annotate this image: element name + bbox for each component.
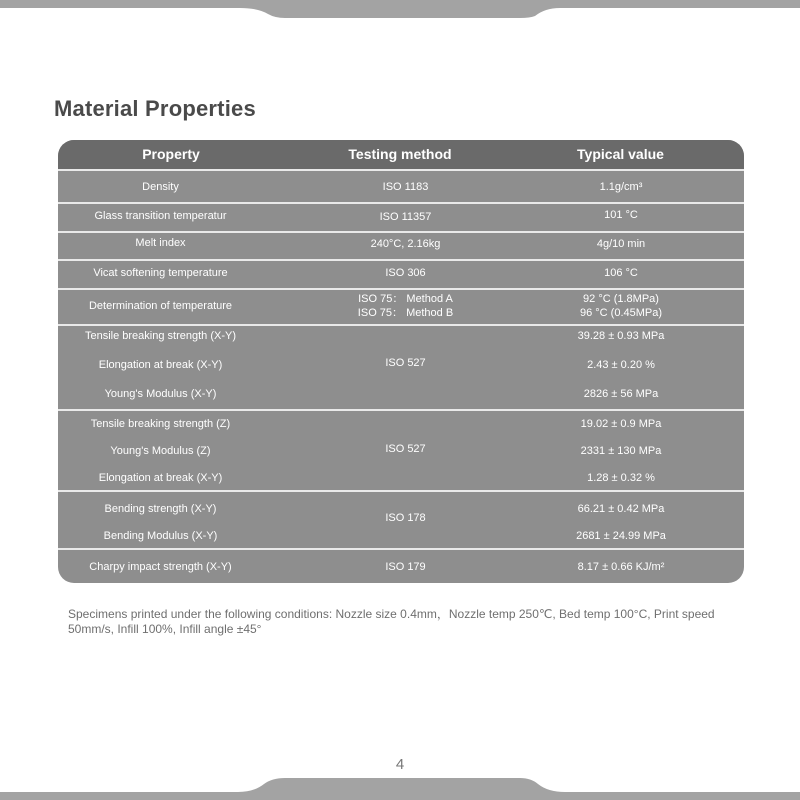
table-cell-method: ISO 179 bbox=[385, 561, 426, 573]
table-cell-method: ISO 1183 bbox=[382, 181, 429, 193]
table-cell-property: Bending strength (X-Y) bbox=[104, 503, 217, 515]
table-cell-value: 1.28 ± 0.32 % bbox=[587, 472, 655, 484]
table-cell-value: 1.1g/cm³ bbox=[599, 181, 643, 193]
top-decorative-band bbox=[0, 0, 800, 18]
table-cell-value: 4g/10 min bbox=[596, 238, 646, 250]
header-typical-value: Typical value bbox=[577, 146, 664, 162]
table-cell-method: ISO 11357 bbox=[379, 211, 432, 223]
row-divider bbox=[58, 490, 744, 492]
row-divider bbox=[58, 231, 744, 233]
table-cell-property: Elongation at break (X-Y) bbox=[98, 359, 223, 371]
table-cell-method: ISO 75： Method B bbox=[357, 307, 454, 319]
table-cell-property: Vicat softening temperature bbox=[93, 267, 228, 279]
material-properties-table bbox=[58, 140, 744, 583]
header-testing-method: Testing method bbox=[348, 146, 452, 162]
row-divider bbox=[58, 409, 744, 411]
table-cell-value: 8.17 ± 0.66 KJ/m² bbox=[577, 561, 665, 573]
table-cell-method: ISO 75： Method A bbox=[358, 293, 453, 305]
table-cell-value: 96 °C (0.45MPa) bbox=[579, 307, 663, 319]
table-cell-property: Young's Modulus (Z) bbox=[110, 445, 211, 457]
table-cell-value: 106 °C bbox=[604, 267, 638, 279]
table-cell-property: Elongation at break (X-Y) bbox=[98, 472, 223, 484]
row-divider bbox=[58, 259, 744, 261]
header-property: Property bbox=[142, 146, 200, 162]
table-cell-value: 92 °C (1.8MPa) bbox=[583, 293, 659, 305]
table-cell-method: ISO 178 bbox=[385, 512, 426, 524]
table-cell-method: 240°C, 2.16kg bbox=[370, 238, 441, 250]
table-cell-value: 101 °C bbox=[604, 209, 638, 221]
table-cell-value: 19.02 ± 0.9 MPa bbox=[580, 418, 662, 430]
table-cell-property: Tensile breaking strength (Z) bbox=[90, 418, 231, 430]
table-header-row bbox=[58, 140, 744, 169]
row-divider bbox=[58, 324, 744, 326]
table-cell-method: ISO 306 bbox=[385, 267, 426, 279]
table-cell-method: ISO 527 bbox=[385, 443, 426, 455]
specimen-conditions-note: Specimens printed under the following conditions: Nozzle size 0.4mm，Nozzle temp 250℃, Bed temp 100°C, Print speed 50mm/s, Infill 100%, Infill angle ±45° bbox=[68, 607, 715, 636]
page-number: 4 bbox=[395, 756, 405, 773]
table-cell-property: Charpy impact strength (X-Y) bbox=[89, 561, 232, 573]
page-title: Material Properties bbox=[54, 96, 256, 121]
table-cell-value: 2331 ± 130 MPa bbox=[580, 445, 662, 457]
table-cell-value: 2681 ± 24.99 MPa bbox=[576, 530, 666, 542]
row-divider bbox=[58, 288, 744, 290]
table-cell-property: Tensile breaking strength (X-Y) bbox=[84, 330, 236, 342]
table-cell-property: Young's Modulus (X-Y) bbox=[104, 388, 217, 400]
row-divider bbox=[58, 169, 744, 171]
row-divider bbox=[58, 548, 744, 550]
table-cell-property: Glass transition temperatur bbox=[94, 210, 227, 222]
bottom-decorative-band bbox=[0, 778, 800, 800]
table-cell-value: 39.28 ± 0.93 MPa bbox=[577, 330, 665, 342]
table-cell-value: 2826 ± 56 MPa bbox=[583, 388, 659, 400]
row-divider bbox=[58, 202, 744, 204]
table-cell-property: Bending Modulus (X-Y) bbox=[103, 530, 218, 542]
table-cell-value: 2.43 ± 0.20 % bbox=[587, 359, 655, 371]
table-cell-property: Melt index bbox=[135, 237, 186, 249]
table-cell-property: Density bbox=[142, 181, 179, 193]
table-cell-value: 66.21 ± 0.42 MPa bbox=[577, 503, 665, 515]
table-cell-method: ISO 527 bbox=[385, 357, 426, 369]
table-cell-property: Determination of temperature bbox=[88, 300, 233, 312]
